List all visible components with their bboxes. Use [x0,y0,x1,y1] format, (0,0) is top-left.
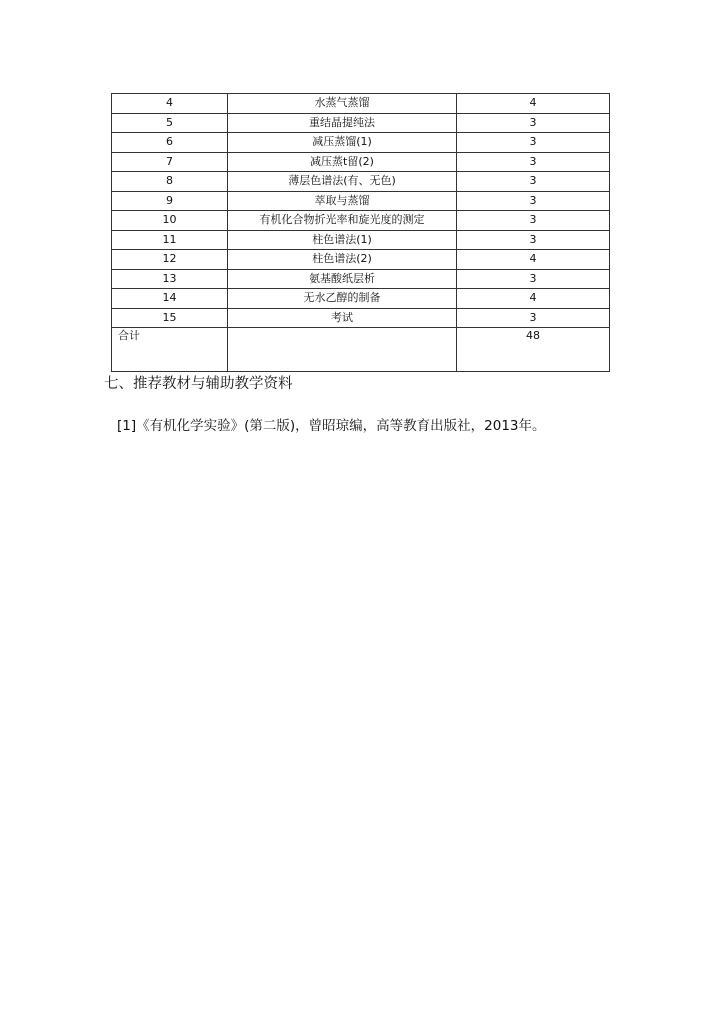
hours-cell: 3 [457,133,610,153]
row-number-cell: 5 [112,113,228,133]
table-row [112,289,610,309]
reference-entry: [1]《有机化学实验》(第二版)，曾昭琼编，高等教育出版社，2013年。 [117,418,546,434]
table-row [112,152,610,172]
row-number-cell: 10 [112,211,228,231]
experiment-name-cell: 减压蒸t留(2) [228,152,457,172]
section-heading: 七、推荐教材与辅助教学资料 [104,376,293,392]
hours-cell: 3 [457,172,610,192]
table-row [112,113,610,133]
experiment-name-cell: 萃取与蒸馏 [228,191,457,211]
row-number-cell: 12 [112,250,228,270]
experiment-name-cell: 氨基酸纸层析 [228,269,457,289]
table-row [112,269,610,289]
experiment-name-cell: 有机化合物折光率和旋光度的测定 [228,211,457,231]
hours-cell: 3 [457,230,610,250]
total-label: 合计 [112,328,228,372]
total-row [112,328,610,372]
experiment-name-cell: 薄层色谱法(有、无色) [228,172,457,192]
schedule-table-body [112,94,610,372]
experiment-name-cell: 水蒸气蒸馏 [228,94,457,114]
row-number-cell: 11 [112,230,228,250]
experiment-name-cell: 重结晶提纯法 [228,113,457,133]
hours-cell: 3 [457,152,610,172]
hours-cell: 3 [457,269,610,289]
hours-cell: 3 [457,211,610,231]
experiment-name-cell: 考试 [228,308,457,328]
row-number-cell: 4 [112,94,228,114]
hours-cell: 3 [457,113,610,133]
row-number-cell: 7 [112,152,228,172]
hours-cell: 3 [457,308,610,328]
table-row [112,191,610,211]
row-number-cell: 9 [112,191,228,211]
hours-cell: 4 [457,289,610,309]
row-number-cell: 8 [112,172,228,192]
row-number-cell: 14 [112,289,228,309]
experiment-name-cell: 柱色谱法(1) [228,230,457,250]
table-row [112,250,610,270]
table-row [112,133,610,153]
table-row [112,211,610,231]
table-row [112,172,610,192]
table-row [112,230,610,250]
row-number-cell: 6 [112,133,228,153]
total-hours: 48 [457,328,610,372]
hours-cell: 4 [457,94,610,114]
table-row [112,94,610,114]
experiment-name-cell: 无水乙醇的制备 [228,289,457,309]
total-name-cell [228,328,457,372]
table-row [112,308,610,328]
experiment-name-cell: 柱色谱法(2) [228,250,457,270]
experiment-name-cell: 减压蒸馏(1) [228,133,457,153]
hours-cell: 4 [457,250,610,270]
row-number-cell: 13 [112,269,228,289]
experiment-schedule-table [111,93,610,372]
row-number-cell: 15 [112,308,228,328]
hours-cell: 3 [457,191,610,211]
